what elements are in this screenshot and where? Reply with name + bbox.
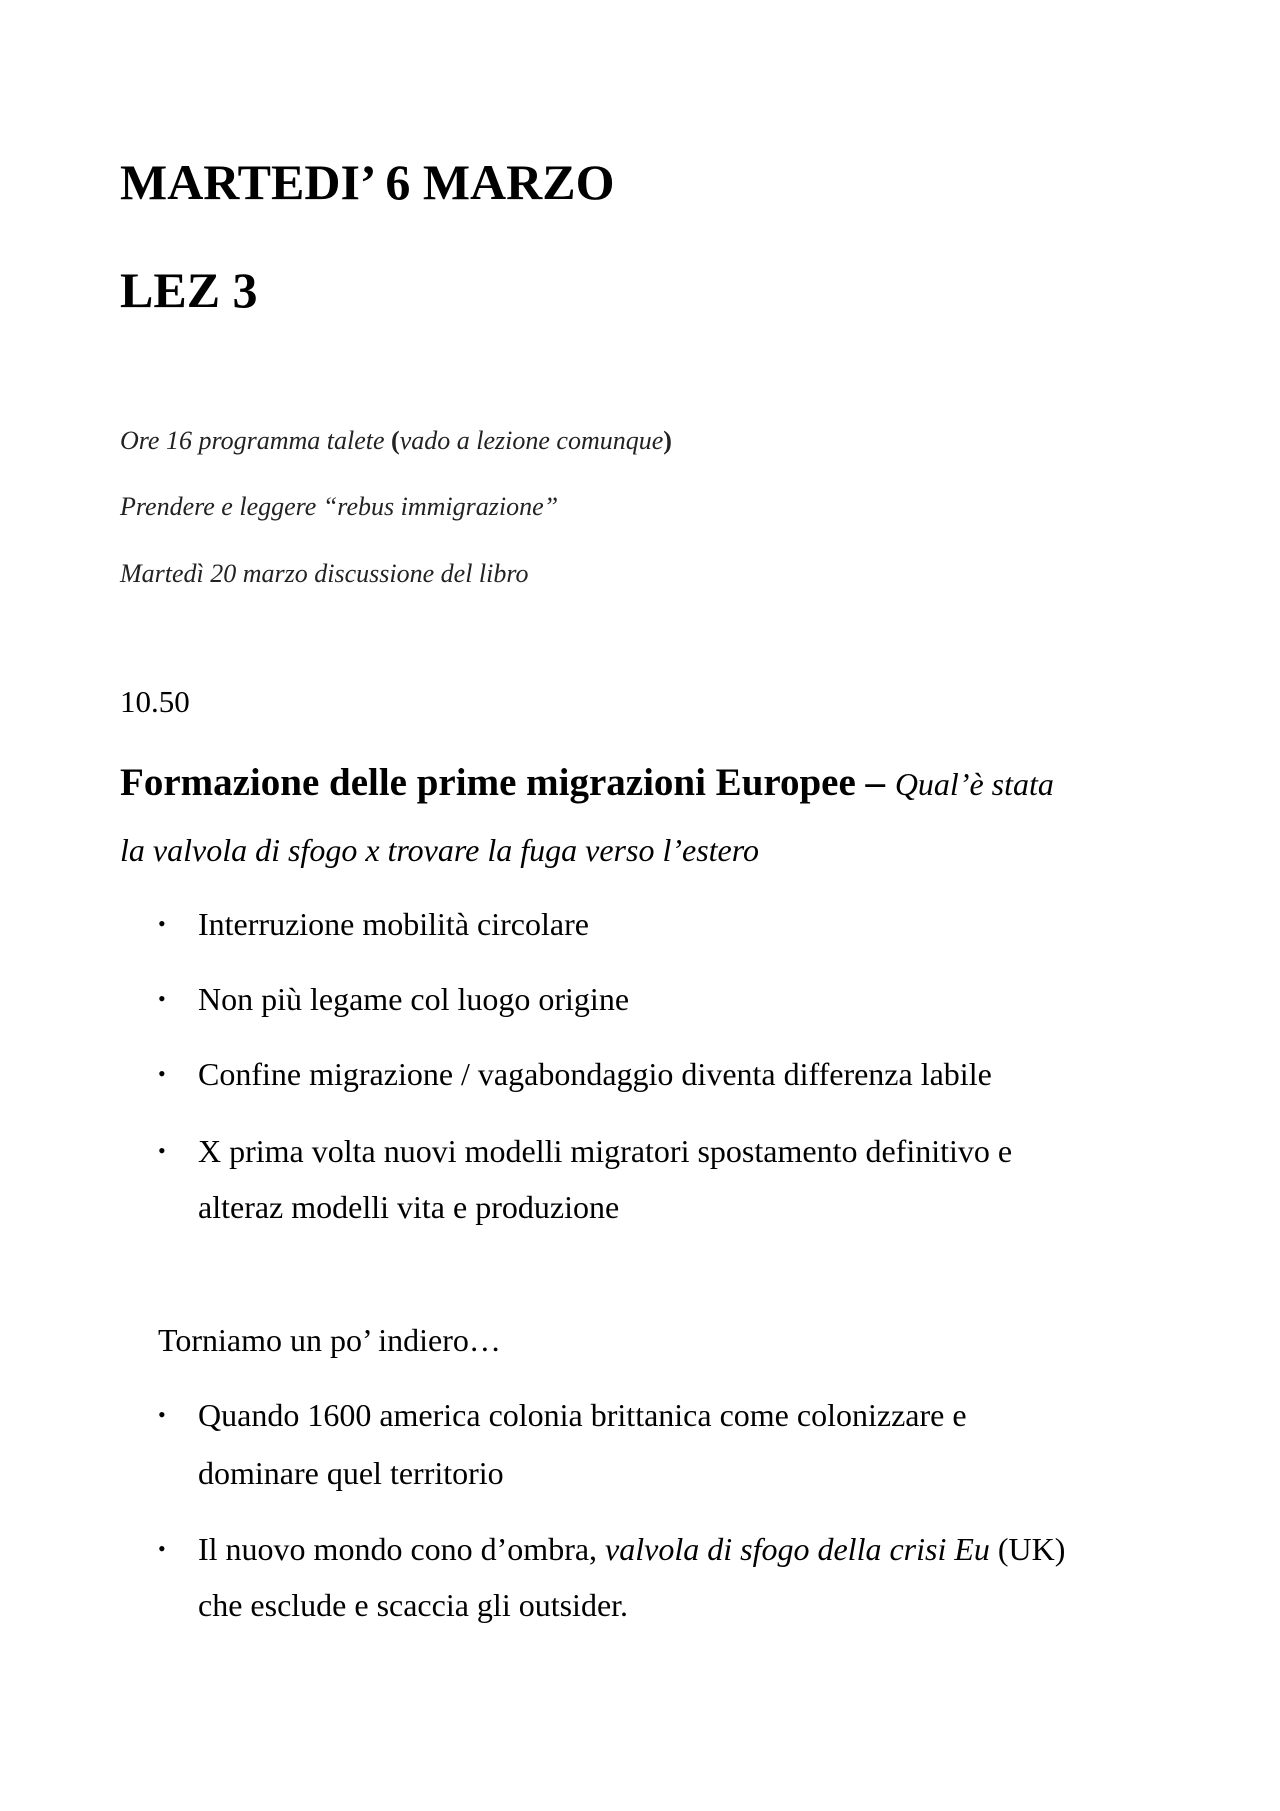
note-line-2: Prendere e leggere “rebus immigrazione”	[120, 492, 559, 521]
page-title-lesson: LEZ 3	[120, 262, 258, 318]
list-item-continued: dominare quel territorio	[198, 1455, 504, 1491]
list-item-continued: alteraz modelli vita e produzione	[198, 1189, 620, 1225]
note-line-1-paren-close: )	[663, 426, 672, 455]
bullet-mark: •	[158, 1402, 166, 1427]
section-heading-italic: Qual’è stata	[894, 766, 1054, 802]
time-stamp: 10.50	[120, 684, 190, 719]
list-item: X prima volta nuovi modelli migratori spostamento definitivo e	[198, 1133, 1013, 1169]
bullet-mark: •	[158, 1061, 166, 1086]
note-line-1-paren-open: (	[391, 426, 400, 455]
section-heading	[120, 758, 1054, 809]
list-item: Interruzione mobilità circolare	[198, 906, 589, 942]
list-item-italic: valvola di sfogo della crisi Eu	[605, 1531, 990, 1567]
note-line-1	[120, 424, 672, 458]
list-item-part: Il nuovo mondo cono d’ombra,	[198, 1531, 606, 1567]
intro-paragraph: Torniamo un po’ indiero…	[158, 1322, 501, 1358]
note-line-1-b: vado a lezione comunque	[399, 426, 664, 455]
bullet-mark: •	[158, 1536, 166, 1561]
list-item-part: (UK)	[989, 1531, 1066, 1567]
bullet-mark: •	[158, 986, 166, 1011]
list-item: Non più legame col luogo origine	[198, 981, 630, 1017]
section-heading-bold: Formazione delle prime migrazioni Europee –	[120, 761, 895, 804]
page-title-date: MARTEDI’ 6 MARZO	[120, 154, 615, 210]
bullet-mark: •	[158, 1138, 166, 1163]
note-line-3: Martedì 20 marzo discussione del libro	[120, 559, 529, 588]
note-line-1-a: Ore 16 programma talete	[120, 426, 392, 455]
list-item-continued: che esclude e scaccia gli outsider.	[198, 1587, 629, 1623]
list-item	[198, 1529, 1065, 1569]
list-item: Quando 1600 america colonia brittanica come colonizzare e	[198, 1397, 967, 1433]
section-heading-continued: la valvola di sfogo x trovare la fuga verso l’estero	[120, 832, 759, 868]
list-item: Confine migrazione / vagabondaggio diventa differenza labile	[198, 1056, 992, 1092]
bullet-mark: •	[158, 911, 166, 936]
